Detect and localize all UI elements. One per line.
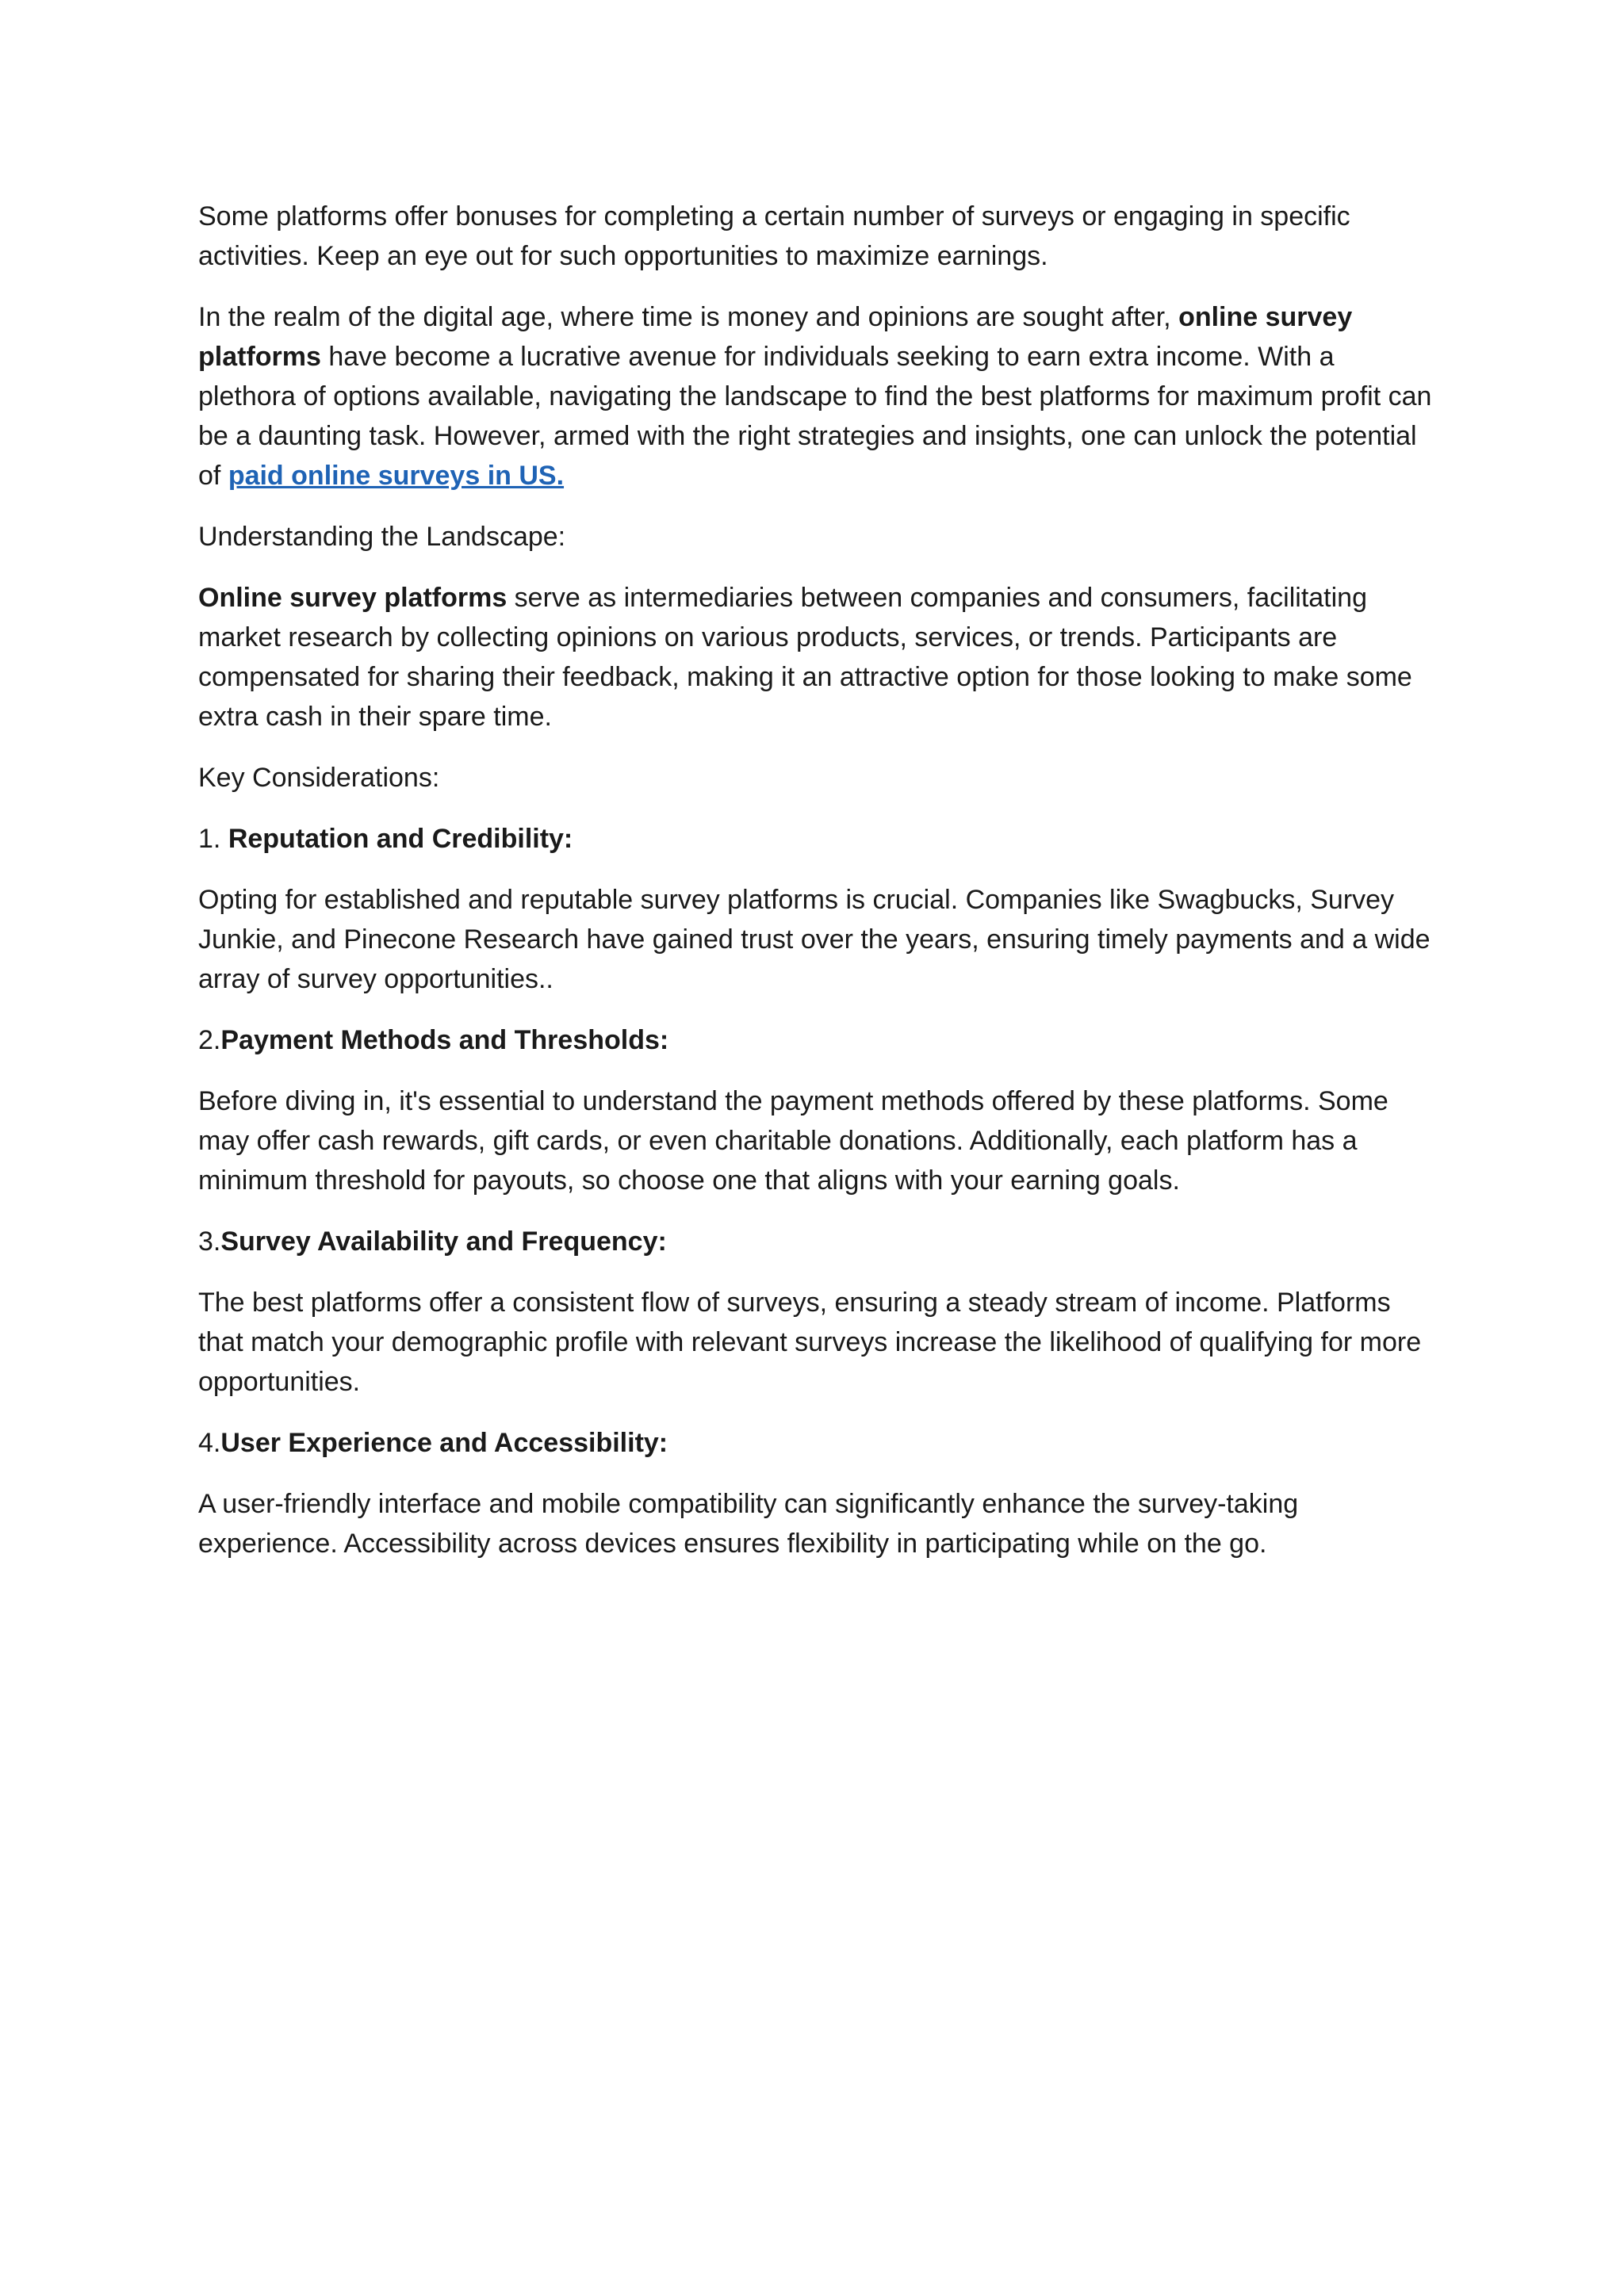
item-1-body: Opting for established and reputable survey platforms is crucial. Companies like Swagbucks, Survey Junkie, and Pinecone Research have gained trust over the years, ensuring timely payments and a wide array of survey opportunities..: [198, 885, 1431, 994]
paid-surveys-link[interactable]: paid online surveys in US.: [228, 461, 565, 491]
item-3-title: Survey Availability and Frequency:: [220, 1226, 667, 1257]
landscape-text: serve as intermediaries between companies and consumers, facilitating market research by collecting opinions on various products, services, or trends. Participants are compensated for sharing their feedback, making it an attractive option for those looking to make some extra cash in their spare time.: [198, 583, 1412, 732]
item-2-title: Payment Methods and Thresholds:: [220, 1025, 669, 1055]
item-4-body: A user-friendly interface and mobile compatibility can significantly enhance the survey-taking experience. Accessibility across devices ensures flexibility in participating while on the go.: [198, 1489, 1299, 1559]
intro-text-start: In the realm of the digital age, where time is money and opinions are sought after,: [198, 302, 1179, 332]
item-2-body: Before diving in, it's essential to understand the payment methods offered by these platforms. Some may offer cash rewards, gift cards, or even charitable donations. Additionally, each platform has a minimum threshold for payouts, so choose one that aligns with your earning goals.: [198, 1086, 1388, 1196]
item-3-body: The best platforms offer a consistent flow of surveys, ensuring a steady stream of income. Platforms that match your demographic profile with relevant surveys increase the likelihood of qualifying for more opportunities.: [198, 1288, 1422, 1397]
item-3-heading: [198, 1222, 1435, 1261]
item-3-number: 3.: [198, 1226, 221, 1257]
item-1-title: Reputation and Credibility:: [228, 824, 573, 854]
bonus-paragraph: Some platforms offer bonuses for completing a certain number of surveys or engaging in specific activities. Keep an eye out for such opportunities to maximize earnings.: [198, 201, 1350, 271]
landscape-bold-term: Online survey platforms: [198, 583, 508, 613]
item-4-heading: [198, 1423, 1435, 1463]
intro-text-middle: have become a lucrative avenue for individuals seeking to earn extra income. With a plethora of options available, navigating the landscape to find the best platforms for maximum profit can be a daunting task. However, armed with the right strategies and insights, one can unlock the potential of: [198, 342, 1432, 491]
landscape-heading: Understanding the Landscape:: [198, 522, 566, 552]
item-4-number: 4.: [198, 1428, 221, 1458]
considerations-heading: Key Considerations:: [198, 763, 440, 793]
item-1-heading: [198, 819, 1435, 859]
landscape-paragraph: [198, 578, 1435, 737]
document-body: [198, 197, 1435, 1585]
item-1-number: 1.: [198, 824, 228, 854]
item-4-title: User Experience and Accessibility:: [220, 1428, 668, 1458]
intro-paragraph: [198, 297, 1435, 496]
item-2-number: 2.: [198, 1025, 221, 1055]
item-2-heading: [198, 1020, 1435, 1060]
intro-bold-term: online survey platforms: [198, 302, 1353, 372]
